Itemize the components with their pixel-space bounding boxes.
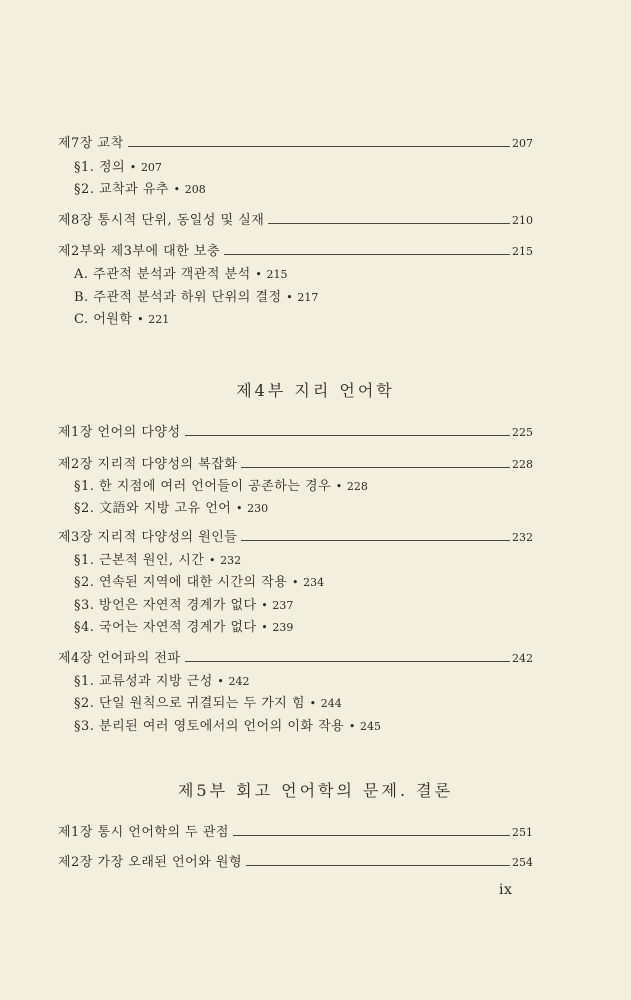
toc-page-number: 210 (512, 214, 533, 227)
toc-section-entry (74, 266, 533, 284)
toc-entry-title: 제2장 가장 오래된 언어와 원형 (58, 855, 242, 870)
toc-section-entry (74, 181, 533, 199)
toc-page-number: 242 (512, 652, 533, 665)
dot-leader (224, 254, 510, 255)
toc-section-entry (74, 673, 533, 691)
toc-entry-title: §2. 연속된 지역에 대한 시간의 작용 • 234 (74, 575, 325, 590)
toc-entry-title: 제2부와 제3부에 대한 보충 (58, 244, 221, 259)
toc-chapter-entry (58, 135, 533, 153)
toc-entry-title: §3. 방언은 자연적 경계가 없다 • 237 (74, 598, 294, 613)
toc-entry-title: §1. 정의 • 207 (74, 160, 162, 175)
toc-chapter-entry (58, 529, 533, 547)
toc-entry-title: §2. 교착과 유추 • 208 (74, 182, 206, 197)
toc-entry-title: §1. 한 지점에 여러 언어들이 공존하는 경우 • 228 (74, 479, 368, 494)
toc-section-entry (74, 478, 533, 496)
dot-leader (185, 661, 511, 662)
part-heading: 제4부 지리 언어학 (236, 381, 395, 400)
dot-leader (185, 435, 511, 436)
toc-entry-title: 제1장 통시 언어학의 두 관점 (58, 825, 229, 840)
toc-entry-title: §3. 분리된 여러 영토에서의 언어의 이화 작용 • 245 (74, 719, 381, 734)
toc-entry-title: §2. 단일 원칙으로 귀결되는 두 가지 힘 • 244 (74, 696, 342, 711)
toc-entry-title: §2. 文語와 지방 고유 언어 • 230 (74, 501, 269, 516)
toc-page-number: 228 (512, 458, 533, 471)
toc-section-entry (74, 159, 533, 177)
toc-entry-title: 제1장 언어의 다양성 (58, 425, 181, 440)
toc-section-entry (74, 552, 533, 570)
toc-chapter-entry (58, 243, 533, 261)
toc-entry-title: 제4장 언어파의 전파 (58, 651, 181, 666)
toc-section-entry (74, 695, 533, 713)
toc-section-entry (74, 597, 533, 615)
dot-leader (128, 146, 510, 147)
toc-entry-title: §1. 근본적 원인, 시간 • 232 (74, 553, 242, 568)
toc-chapter-entry (58, 854, 533, 872)
toc-entry-title: 제2장 지리적 다양성의 복잡화 (58, 457, 238, 472)
toc-entry-title: 제7장 교착 (58, 136, 124, 151)
toc-section-entry (74, 500, 533, 518)
dot-leader (246, 865, 510, 866)
toc-page-number: 232 (512, 531, 533, 544)
toc-section-entry (74, 311, 533, 329)
toc-chapter-entry (58, 212, 533, 230)
toc-chapter-entry (58, 424, 533, 442)
toc-page-number: 254 (512, 856, 533, 869)
toc-entry-title: §4. 국어는 자연적 경계가 없다 • 239 (74, 620, 294, 635)
dot-leader (233, 835, 510, 836)
dot-leader (241, 467, 510, 468)
dot-leader (241, 540, 510, 541)
toc-page-number: 215 (512, 245, 533, 258)
toc-entry-title: §1. 교류성과 지방 근성 • 242 (74, 674, 250, 689)
toc-chapter-entry (58, 824, 533, 842)
toc-entry-title: 제3장 지리적 다양성의 원인들 (58, 530, 238, 545)
toc-section-entry (74, 574, 533, 592)
toc-chapter-entry (58, 456, 533, 474)
toc-page-number: 225 (512, 426, 533, 439)
toc-entry-title: 제8장 통시적 단위, 동일성 및 실재 (58, 213, 265, 228)
part-heading: 제5부 회고 언어학의 문제. 결론 (177, 781, 454, 800)
page-folio: ix (499, 882, 513, 898)
dot-leader (268, 223, 510, 224)
toc-page-number: 207 (512, 137, 533, 150)
toc-chapter-entry (58, 650, 533, 668)
toc-entry-title: B. 주관적 분석과 하위 단위의 결정 • 217 (74, 290, 319, 305)
toc-section-entry (74, 718, 533, 736)
toc-entry-title: A. 주관적 분석과 객관적 분석 • 215 (74, 267, 288, 282)
toc-page-number: 251 (512, 826, 533, 839)
toc-section-entry (74, 289, 533, 307)
toc-section-entry (74, 619, 533, 637)
toc-entry-title: C. 어원학 • 221 (74, 312, 170, 327)
